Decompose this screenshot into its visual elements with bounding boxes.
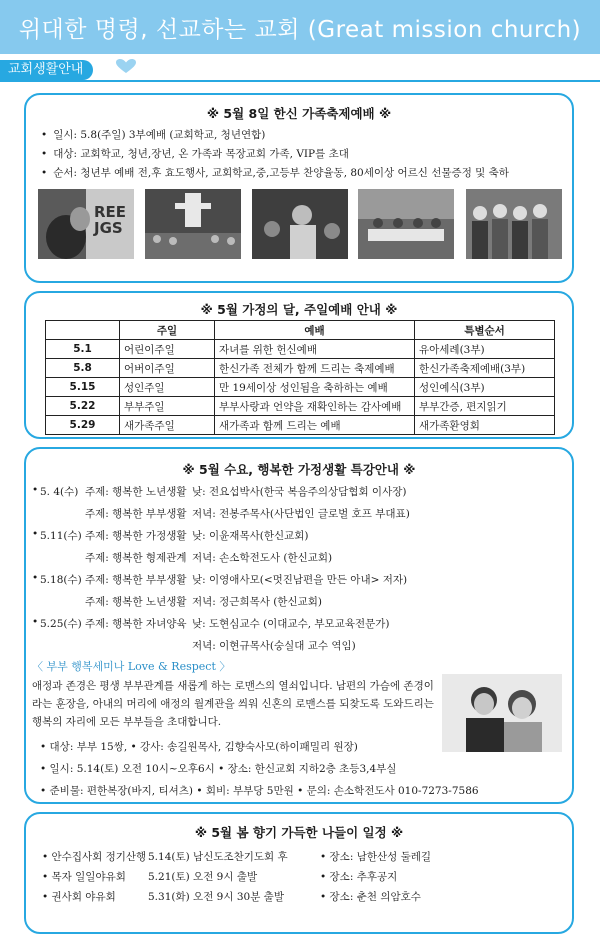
lecture-topic: 주제: 행복한 노년생활 — [85, 486, 187, 498]
bullet-icon: • — [42, 851, 52, 863]
outing-when: 5.14(토) 남신도조찬기도회 후 — [148, 851, 288, 863]
lecture-topic: 주제: 행복한 가정생활 — [85, 530, 187, 542]
worship-schedule-table — [45, 320, 555, 435]
table-cell: 한신가족 전체가 함께 드리는 축제예배 — [215, 359, 415, 378]
family-worship-details — [41, 126, 509, 183]
lecture-topic: 주제: 행복한 형제관계 — [85, 552, 187, 564]
section-tag: 교회생활안내 — [0, 60, 93, 80]
seminar-speakers-photo — [442, 674, 562, 752]
outing-group: 권사회 야유회 — [51, 891, 116, 903]
table-cell: 한신가족축제예배(3부) — [415, 359, 555, 378]
lecture-speaker: 낮: 전요섭박사(한국 복음주의상담협회 이사장) — [192, 486, 407, 498]
table-row — [46, 340, 555, 359]
bullet-icon: • — [32, 484, 39, 496]
header-rule — [0, 80, 600, 82]
outing-place: • 장소: 춘천 의암호수 — [320, 891, 421, 903]
table-cell: 성인주일 — [120, 378, 215, 397]
lecture-date: 5.18(수) — [40, 574, 82, 586]
column-header — [46, 321, 120, 340]
outing-group: 목자 일일야유회 — [51, 871, 126, 883]
photo-sign-line: REE — [94, 203, 127, 221]
table-cell: 5.22 — [46, 397, 120, 416]
lecture-speaker: 저녁: 전봉주목사(사단법인 글로벌 호프 부대표) — [192, 508, 410, 520]
table-cell: 5.29 — [46, 416, 120, 435]
outing-group: 안수집사회 정기산행 — [51, 851, 147, 863]
bullet-icon: • — [32, 616, 39, 628]
table-cell: 유아세례(3부) — [415, 340, 555, 359]
bullet-icon: • — [42, 871, 52, 883]
table-cell: 새가족환영회 — [415, 416, 555, 435]
seminar-info-line: • 준비물: 편한복장(바지, 티셔츠) • 회비: 부부당 5만원 • 문의: 손소학전도사 010-7273-7586 — [40, 785, 479, 797]
table-cell: 어버이주일 — [120, 359, 215, 378]
outing-when: 5.21(토) 오전 9시 출발 — [148, 871, 258, 883]
event-photo-4 — [358, 189, 454, 259]
event-photo-1 — [38, 189, 134, 259]
lecture-topic: 주제: 행복한 노년생활 — [85, 596, 187, 608]
table-cell: 5.1 — [46, 340, 120, 359]
lecture-date: 5.11(수) — [40, 530, 82, 542]
heart-icon — [115, 58, 137, 74]
table-cell: 새가족주일 — [120, 416, 215, 435]
lecture-topic: 주제: 행복한 부부생활 — [85, 574, 187, 586]
table-row — [46, 397, 555, 416]
lecture-speaker: 저녁: 손소학전도사 (한신교회) — [192, 552, 333, 564]
list-item: • 대상: 교회학교, 청년,장년, 온 가족과 목장교회 가족, VIP를 초대 — [41, 145, 509, 164]
lecture-topic: 주제: 행복한 부부생활 — [85, 508, 187, 520]
table-cell: 새가족과 함께 드리는 예배 — [215, 416, 415, 435]
table-cell: 부부간증, 편지읽기 — [415, 397, 555, 416]
table-cell: 자녀를 위한 헌신예배 — [215, 340, 415, 359]
lecture-date: 5. 4(수) — [40, 486, 79, 498]
lecture-title: ※ 5월 수요, 행복한 가정생활 특강안내 ※ — [182, 462, 416, 477]
table-cell: 부부주일 — [120, 397, 215, 416]
table-cell: 성인예식(3부) — [415, 378, 555, 397]
list-item: • 일시: 5.8(주일) 3부예배 (교회학교, 청년연합) — [41, 126, 509, 145]
event-photo-3 — [252, 189, 348, 259]
bullet-icon: • — [32, 572, 39, 584]
header-banner — [0, 0, 600, 54]
bullet-icon: • — [42, 891, 52, 903]
table-cell: 만 19세이상 성인됨을 축하하는 예배 — [215, 378, 415, 397]
outing-row — [42, 889, 116, 904]
family-month-title: ※ 5월 가정의 달, 주일예배 안내 ※ — [200, 302, 398, 317]
seminar-description: 애정과 존경은 평생 부부관계를 새롭게 하는 로맨스의 열쇠입니다. 남편의 가슴에 존경이라는 훈장을, 아내의 머리에 애정의 월계관을 씌워 신혼의 로맨스를 되찾도록 도와드리는 행복의 자리에 모든 부부들을 초대합니다. — [32, 680, 434, 728]
lecture-speaker: 낮: 이영애사모(<멋진남편을 만든 아내> 저자) — [192, 574, 408, 586]
table-header-row — [46, 321, 555, 340]
lecture-speaker: 낮: 이윤재목사(한신교회) — [192, 530, 309, 542]
table-row — [46, 378, 555, 397]
seminar-info-line: • 일시: 5.14(토) 오전 10시~오후6시 • 장소: 한신교회 지하2층 초등3,4부실 — [40, 763, 397, 775]
column-header: 특별순서 — [415, 321, 555, 340]
table-row — [46, 359, 555, 378]
outing-when: 5.31(화) 오전 9시 30분 출발 — [148, 891, 284, 903]
family-worship-title: ※ 5월 8일 한신 가족축제예배 ※ — [206, 106, 392, 121]
outing-place: • 장소: 추후공지 — [320, 871, 398, 883]
photo-sign-line: JGS — [94, 219, 123, 237]
table-cell: 5.8 — [46, 359, 120, 378]
outings-title: ※ 5월 봄 향기 가득한 나들이 일정 ※ — [194, 825, 404, 840]
outing-row — [42, 869, 126, 884]
seminar-heading: 〈 부부 행복세미나 Love & Respect 〉 — [32, 660, 231, 673]
lecture-topic: 주제: 행복한 자녀양육 — [85, 618, 187, 630]
table-cell: 5.15 — [46, 378, 120, 397]
seminar-info-line: • 대상: 부부 15쌍, • 강사: 송길원목사, 김향숙사모(하이패밀리 원장) — [40, 741, 358, 753]
lecture-speaker: 저녁: 이현규목사(숭실대 교수 역임) — [192, 640, 356, 652]
bullet-icon: • — [32, 528, 39, 540]
photo-sign-text — [93, 203, 126, 237]
banner-title: 위대한 명령, 선교하는 교회 (Great mission church) — [18, 17, 582, 43]
column-header: 주일 — [120, 321, 215, 340]
table-row — [46, 416, 555, 435]
lecture-speaker: 저녁: 정근희목사 (한신교회) — [192, 596, 322, 608]
table-cell: 어린이주일 — [120, 340, 215, 359]
event-photo-5 — [466, 189, 562, 259]
lecture-date: 5.25(수) — [40, 618, 82, 630]
lecture-speaker: 낮: 도현심교수 (이대교수, 부모교육전문가) — [192, 618, 390, 630]
list-item: • 순서: 청년부 예배 전,후 효도행사, 교회학교,중,고등부 찬양율동, 80세이상 어르신 선물증정 및 축하 — [41, 164, 509, 183]
outing-place: • 장소: 남한산성 둘레길 — [320, 851, 432, 863]
column-header: 예배 — [215, 321, 415, 340]
outing-row — [42, 849, 146, 864]
table-cell: 부부사랑과 언약을 재확인하는 감사예배 — [215, 397, 415, 416]
event-photo-2 — [145, 189, 241, 259]
